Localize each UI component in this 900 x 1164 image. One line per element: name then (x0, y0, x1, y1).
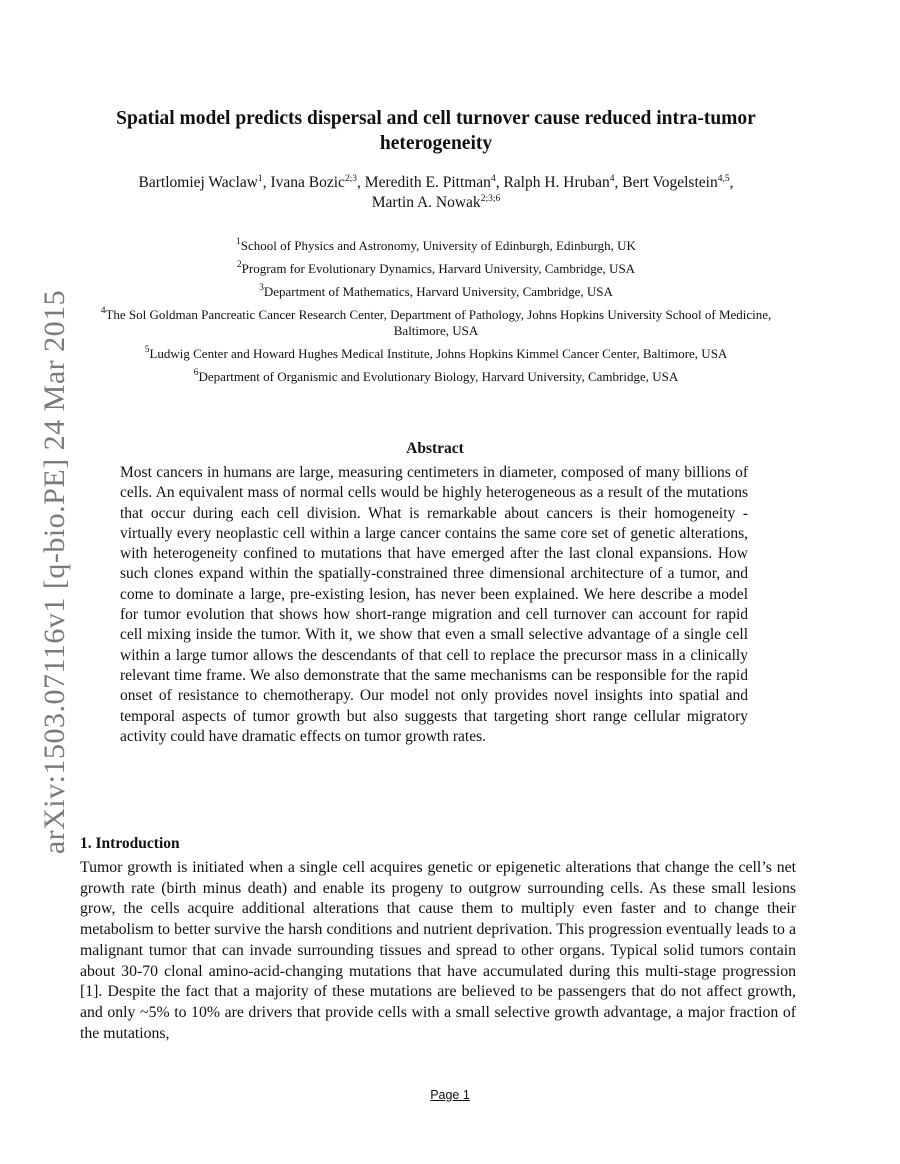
affiliation-text: Department of Mathematics, Harvard University, Cambridge, USA (263, 284, 613, 299)
affiliation-number: 6 (193, 368, 199, 378)
affiliation-number: 1 (236, 237, 241, 247)
author: Bartlomiej Waclaw$^1$, (138, 174, 271, 191)
author-affiliation-marker: 2;3;6 (480, 194, 501, 204)
affiliation (80, 346, 792, 362)
author-name: Ivana Bozic (270, 174, 345, 191)
author-name: Ralph H. Hruban (503, 174, 610, 191)
author-affiliation-marker: 4,5 (717, 174, 730, 184)
affiliation-number: 5 (144, 345, 150, 355)
affiliation-list (80, 238, 792, 392)
author-name: Meredith E. Pittman (364, 174, 491, 191)
affiliation-text: School of Physics and Astronomy, University of Edinburgh, Edinburgh, UK (240, 238, 636, 253)
abstract-heading: Abstract (406, 440, 464, 457)
affiliation (80, 307, 792, 339)
introduction-text: Tumor growth is initiated when a single cell acquires genetic or epigenetic alterations that change the cell’s net growth rate (birth minus death) and enable its progeny to outgrow surrounding cells. As these small lesions grow, the cells acquire additional alterations that cause them to multiply even faster and to change their metabolism to better survive the harsh conditions and nutrient deprivation. This progression eventually leads to a malignant tumor that can invade surrounding tissues and spread to other organs. Typical solid tumors contain about 30-70 clonal amino-acid-changing mutations that have accumulated during this multi-stage progression [1]. Despite the fact that a majority of these mutations are believed to be passengers that do not affect growth, and only ~5% to 10% are drivers that provide cells with a small selective growth advantage, a major fraction of the mutations, (80, 859, 796, 1042)
abstract-text: Most cancers in humans are large, measuring centimeters in diameter, composed of many billions of cells. An equivalent mass of normal cells would be highly heterogeneous as a result of the mutations that occur during each cell division. What is remarkable about cancers is their homogeneity - virtually every neoplastic cell within a large cancer contains the same core set of genetic alterations, with heterogeneity confined to mutations that have emerged after the last clonal expansions. How such clones expand within the spatially-constrained three dimensional architecture of a tumor, and come to dominate a large, pre-existing lesion, has never been explained. We here describe a model for tumor evolution that shows how short-range migration and cell turnover can account for rapid cell mixing inside the tumor. With it, we show that even a small selective advantage of a single cell within a large tumor allows the descendants of that cell to replace the precursor mass in a clinically relevant time frame. We also demonstrate that the same mechanisms can be responsible for the rapid onset of resistance to chemotherapy. Our model not only provides novel insights into spatial and temporal aspects of tumor growth but also suggests that targeting short range cellular migratory activity could have dramatic effects on tumor growth rates. (120, 464, 748, 745)
author-list (80, 173, 792, 213)
author: Ralph H. Hruban$^4$, (503, 174, 623, 191)
paper-title: Spatial model predicts dispersal and cell turnover cause reduced intra-tumor heterogeneity (116, 108, 756, 154)
arxiv-identifier[interactable]: arXiv:1503.07116v1 [q-bio.PE] 24 Mar 2015 (38, 289, 71, 855)
affiliation (80, 369, 792, 385)
author-affiliation-marker: 4 (609, 174, 615, 184)
author: Bert Vogelstein$^{4,5}$, (622, 174, 734, 191)
affiliation-text: Program for Evolutionary Dynamics, Harvard University, Cambridge, USA (241, 261, 636, 276)
affiliation-text: The Sol Goldman Pancreatic Cancer Research Center, Department of Pathology, Johns Hopkins University School of Medicine, Baltimore, USA (105, 307, 772, 338)
page-number: Page 1 (430, 1088, 470, 1102)
author-affiliation-marker: 4 (490, 174, 496, 184)
author: Meredith E. Pittman$^4$, (364, 174, 504, 191)
author-name: Martin A. Nowak (371, 194, 481, 211)
author-name: Bartlomiej Waclaw (138, 174, 258, 191)
affiliation-number: 4 (100, 306, 106, 316)
author-affiliation-marker: 2;3 (344, 174, 358, 184)
author (372, 194, 500, 211)
affiliation (80, 284, 792, 300)
affiliation-text: Department of Organismic and Evolutionary Biology, Harvard University, Cambridge, USA (198, 369, 679, 384)
affiliation-number: 2 (236, 260, 242, 270)
affiliation-text: Ludwig Center and Howard Hughes Medical Institute, Johns Hopkins Kimmel Cancer Center, Baltimore, USA (149, 346, 728, 361)
affiliation-number: 3 (259, 283, 264, 293)
introduction-heading: 1. Introduction (80, 835, 180, 852)
author-affiliation-marker: 1 (257, 174, 263, 184)
affiliation (80, 238, 792, 254)
author: Ivana Bozic$^{2;3}$, (270, 174, 365, 191)
affiliation (80, 261, 792, 277)
author-name: Bert Vogelstein (622, 174, 718, 191)
